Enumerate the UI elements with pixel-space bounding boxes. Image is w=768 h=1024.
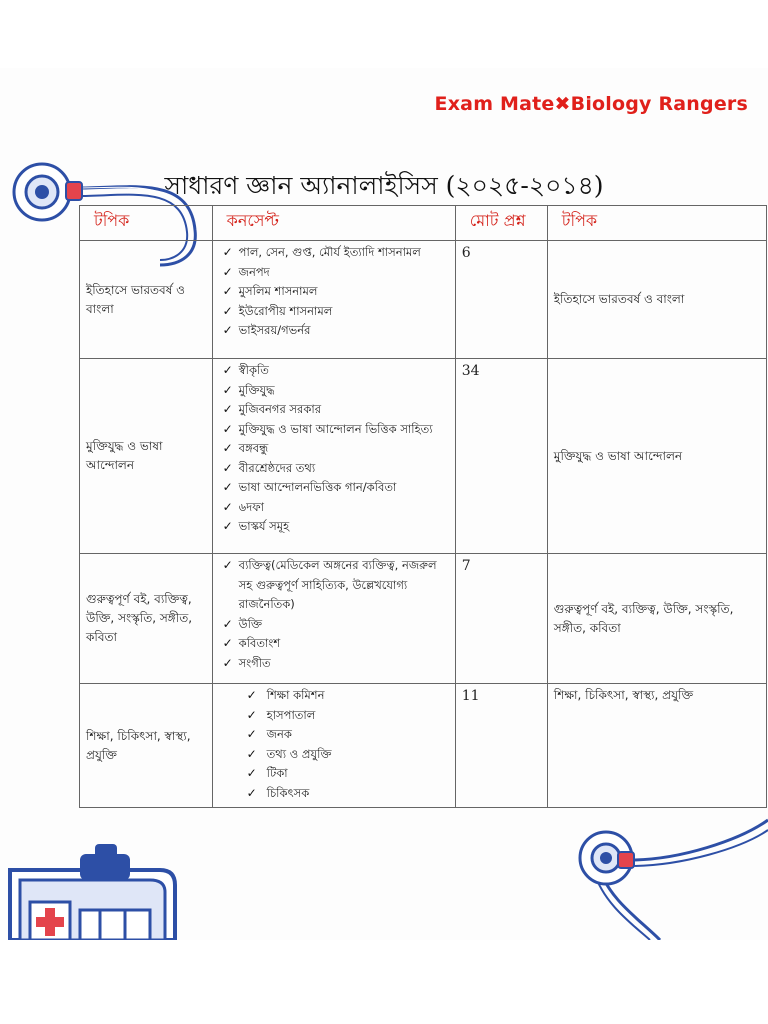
check-icon: ✓ [246, 746, 257, 761]
check-icon: ✓ [222, 636, 233, 650]
row-topic-right: শিক্ষা, চিকিৎসা, স্বাস্থ্য, প্রযুক্তি [547, 684, 766, 808]
row-count: 34 [455, 359, 547, 554]
list-item: ✓ ৬দফা [217, 498, 451, 518]
check-icon: ✓ [222, 655, 233, 670]
list-item: ✓ জনক [217, 725, 451, 745]
list-item: ✓ জনপদ [217, 263, 451, 283]
check-icon: ✓ [222, 421, 233, 436]
row-count: 11 [455, 684, 547, 808]
list-item: ✓ ভাইসরয়/গভর্নর [217, 321, 451, 341]
row-concepts [212, 684, 455, 808]
check-icon: ✓ [222, 519, 233, 533]
header-topic: টপিক [80, 206, 213, 241]
stethoscope-chestpiece-icon [560, 800, 768, 940]
list-item: ✓ চিকিৎসক [217, 784, 451, 804]
check-icon: ✓ [246, 688, 257, 702]
check-icon: ✓ [222, 382, 233, 397]
list-item: ✓ টিকা [217, 764, 451, 784]
row-concepts [212, 554, 455, 684]
concept-list [213, 241, 455, 345]
list-item: ✓ ভাষা আন্দোলনভিত্তিক গান/কবিতা [217, 478, 451, 498]
list-item: ✓ বীরশ্রেষ্ঠদের তথ্য [217, 459, 451, 479]
list-item: ✓ বঙ্গবন্ধু [217, 439, 451, 459]
check-icon: ✓ [246, 707, 257, 722]
concept-list [213, 554, 455, 677]
list-item: ✓ মুক্তিযুদ্ধ [217, 381, 451, 401]
list-item: ✓ হাসপাতাল [217, 706, 451, 726]
check-icon: ✓ [222, 499, 233, 514]
check-icon: ✓ [222, 616, 233, 631]
header-total-questions: মোট প্রশ্ন [455, 206, 547, 241]
row-topic: গুরুত্বপূর্ণ বই, ব্যক্তিত্ব, উক্তি, সংস্কৃতি, সঙ্গীত, কবিতা [80, 554, 213, 684]
list-item: ✓ পাল, সেন, গুপ্ত, মৌর্য ইত্যাদি শাসনামল [217, 243, 451, 263]
page-title: সাধারণ জ্ঞান অ্যানালাইসিস (২০২৫-২০১৪) [164, 171, 604, 200]
list-item: ✓ উক্তি [217, 615, 451, 635]
table-header-row [80, 206, 767, 241]
row-concepts [212, 359, 455, 554]
check-icon: ✓ [246, 727, 257, 741]
row-topic: শিক্ষা, চিকিৎসা, স্বাস্থ্য, প্রযুক্তি [80, 684, 213, 808]
concept-list [213, 359, 455, 541]
row-topic-right: ইতিহাসে ভারতবর্ষ ও বাংলা [547, 241, 766, 359]
row-topic: ইতিহাসে ভারতবর্ষ ও বাংলা [80, 241, 213, 359]
row-concepts [212, 241, 455, 359]
table-row [80, 241, 767, 359]
header-topic-right: টপিক [547, 206, 766, 241]
concept-list [213, 684, 455, 807]
header-concept: কনসেপ্ট [212, 206, 455, 241]
check-icon: ✓ [246, 766, 257, 780]
check-icon: ✓ [222, 284, 233, 298]
check-icon: ✓ [222, 460, 233, 475]
row-count: 7 [455, 554, 547, 684]
brand-header: Exam Mate✖Biology Rangers [434, 93, 748, 115]
row-topic: মুক্তিযুদ্ধ ও ভাষা আন্দোলন [80, 359, 213, 554]
row-count: 6 [455, 241, 547, 359]
clipboard-medical-icon [0, 830, 200, 940]
check-icon: ✓ [222, 558, 233, 572]
check-icon: ✓ [222, 441, 233, 455]
table-row [80, 359, 767, 554]
check-icon: ✓ [222, 402, 233, 416]
list-item: ✓ ইউরোপীয় শাসনামল [217, 302, 451, 322]
list-item: ✓ স্বীকৃতি [217, 361, 451, 381]
list-item: ✓ ব্যক্তিত্ব(মেডিকেল অঙ্গনের ব্যক্তিত্ব, নজরুল সহ গুরুত্বপূর্ণ সাহিত্যিক, উল্লেখযোগ্য রাজনৈতিক) [222, 558, 437, 611]
check-icon: ✓ [222, 245, 233, 259]
table-row [80, 554, 767, 684]
check-icon: ✓ [222, 363, 233, 377]
list-item: ✓ সংগীত [217, 654, 451, 674]
list-item: ✓ ভাস্কর্য সমূহ [217, 517, 451, 537]
table-row [80, 684, 767, 808]
check-icon: ✓ [222, 480, 233, 494]
analysis-table [79, 205, 767, 808]
list-item: ✓ মুক্তিযুদ্ধ ও ভাষা আন্দোলন ভিত্তিক সাহিত্য [217, 420, 451, 440]
check-icon: ✓ [246, 785, 257, 800]
row-topic-right: মুক্তিযুদ্ধ ও ভাষা আন্দোলন [547, 359, 766, 554]
check-icon: ✓ [222, 264, 233, 279]
row-topic-right: গুরুত্বপূর্ণ বই, ব্যক্তিত্ব, উক্তি, সংস্কৃতি, সঙ্গীত, কবিতা [547, 554, 766, 684]
list-item: ✓ তথ্য ও প্রযুক্তি [217, 745, 451, 765]
check-icon: ✓ [222, 303, 233, 318]
list-item: ✓ শিক্ষা কমিশন [217, 686, 451, 706]
list-item: ✓ মুসলিম শাসনামল [217, 282, 451, 302]
check-icon: ✓ [222, 323, 233, 337]
list-item: ✓ মুজিবনগর সরকার [217, 400, 451, 420]
list-item: ✓ কবিতাংশ [217, 634, 451, 654]
